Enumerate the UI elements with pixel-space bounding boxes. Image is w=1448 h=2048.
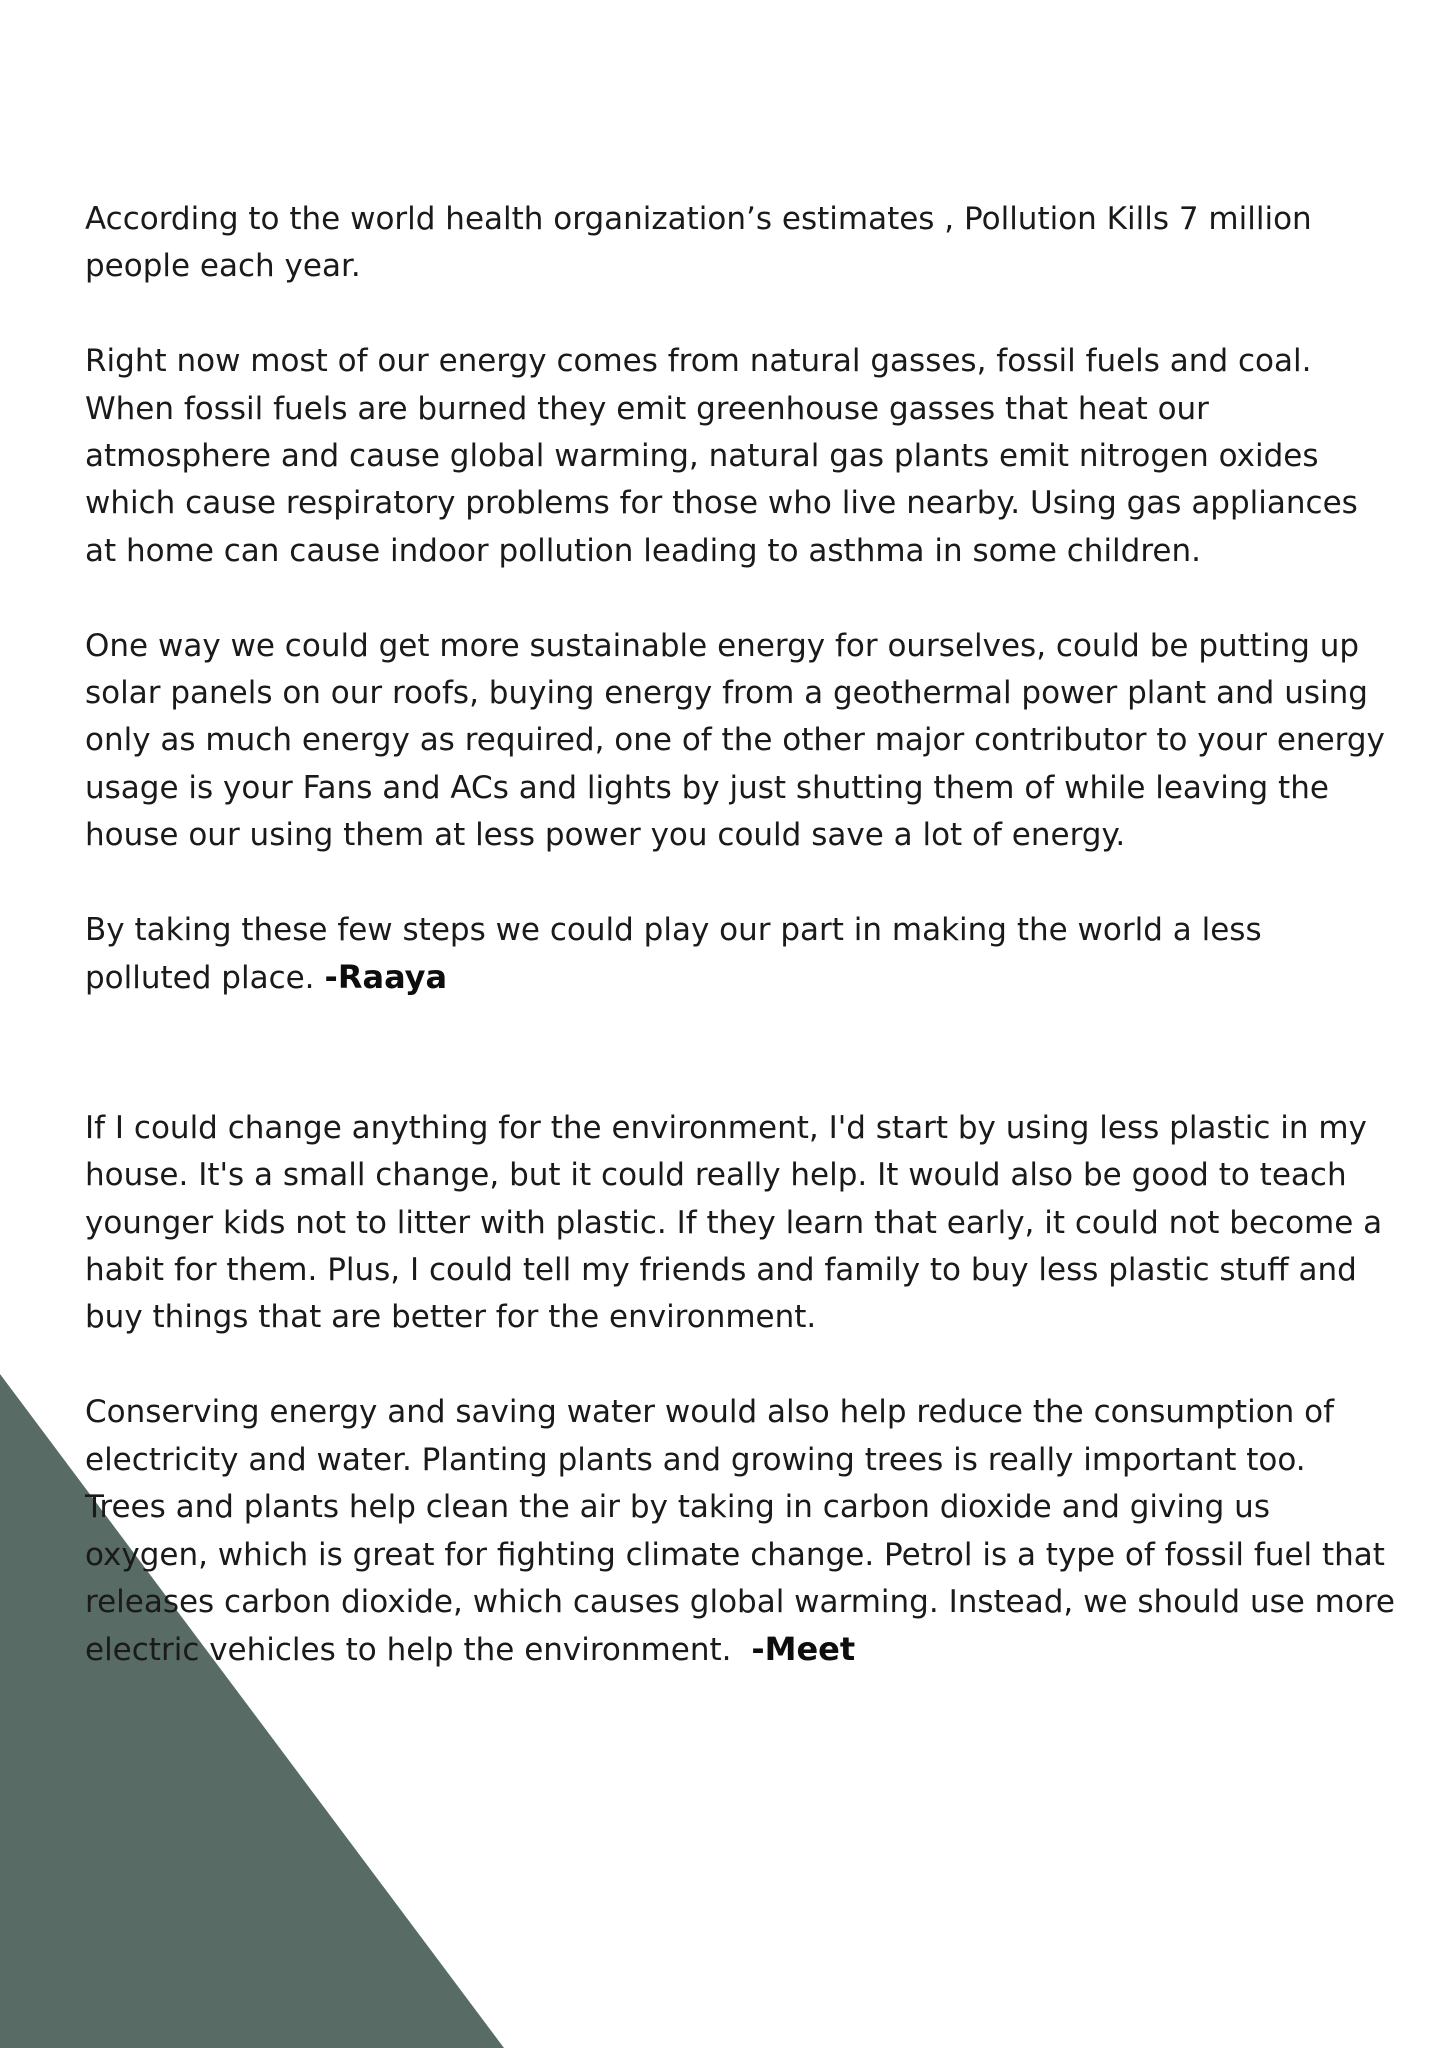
paragraph-energy-sources: Right now most of our energy comes from natural gasses, fossil fuels and coal. When fossil fuels are burned they emit greenhouse gasses that heat our atmosphere and cause global warming, natural gas plants emit nitrogen oxides which cause respiratory problems for those who live nearby. Using gas appliances at home can cause indoor pollution leading to asthma in some children. — [85, 343, 1358, 569]
paragraph-conclusion-raaya — [85, 907, 1395, 1003]
paragraph-pollution-stat: According to the world health organization’s estimates , Pollution Kills 7 million people each year. — [85, 201, 1312, 285]
paragraph-less-plastic: If I could change anything for the environment, I'd start by using less plastic in my house. It's a small change, but it could really help. It would also be good to teach younger kids not to litter with plastic. If they learn that early, it could not become a habit for them. Plus, I could tell my friends and family to buy less plastic stuff and buy things that are better for the environment. — [85, 1109, 1383, 1336]
document-body — [85, 196, 1395, 1675]
paragraph-sustainable-energy: One way we could get more sustainable energy for ourselves, could be putting up solar panels on our roofs, buying energy from a geothermal power plant and using only as much energy as required, one of the other major contributor to your energy usage is your Fans and ACs and lights by just shutting them of while leaving the house our using them at less power you could save a lot of energy. — [85, 627, 1385, 854]
author-signature-raaya: -Raaya — [324, 958, 448, 997]
author-signature-meet: -Meet — [751, 1630, 856, 1669]
section-spacer — [85, 1003, 1395, 1105]
conclusion-text: By taking these few steps we could play our part in making the world a less polluted place. — [85, 912, 1262, 997]
conserving-energy-text: Conserving energy and saving water would also help reduce the consumption of electricity and water. Planting plants and growing trees is really important too. Trees and plants help clean the air by taking in carbon dioxide and giving us oxygen, which is great for fighting climate change. Petrol is a type of fossil fuel that releases carbon dioxide, which causes global warming. Instead, we should use more electric vehicles to help the environment. — [85, 1394, 1395, 1669]
paragraph-conserving-energy — [85, 1389, 1395, 1674]
